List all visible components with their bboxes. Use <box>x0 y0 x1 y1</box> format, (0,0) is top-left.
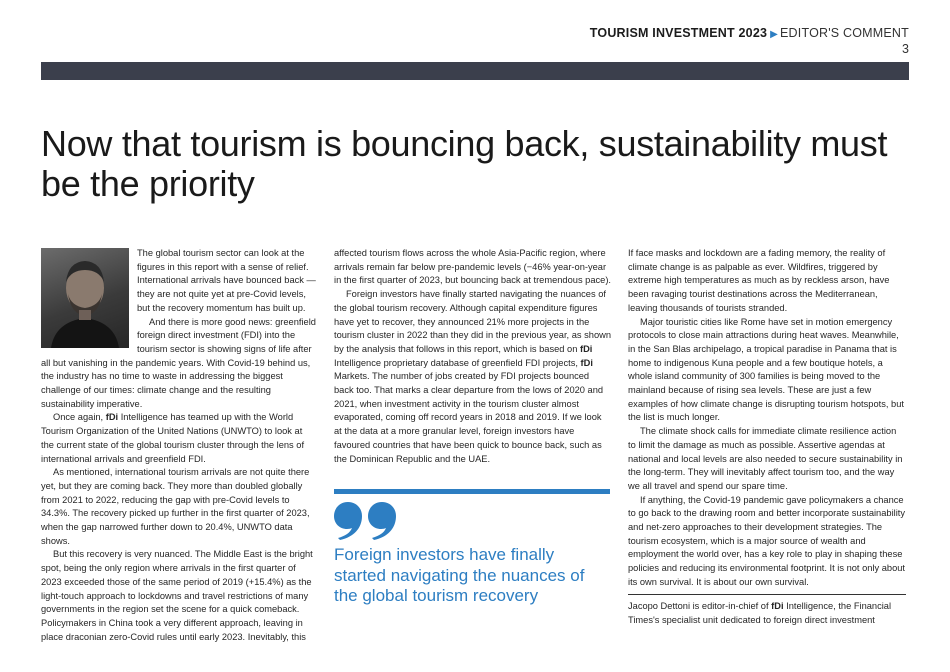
text-run: And there is more good news: greenfield foreign direct investment (FDI) into the tourism sector is showing signs of life after all but vanishing in the pandemic years. With Covid-19 behind us, the industry has no time to waste in addressing the biggest challenge of our times: climate change and the resulting sustainability imperative. <box>41 316 316 409</box>
bio-divider <box>628 594 906 595</box>
brand-fdi: fDi <box>580 357 593 368</box>
header-band <box>41 62 909 80</box>
text-run: Once again, <box>53 412 106 423</box>
text-run: Intelligence, the Financial Times's specialist unit dedicated to foreign direct investment <box>628 601 892 625</box>
pullquote-text: Foreign investors have finally started navigating the nuances of the global tourism recovery <box>334 545 585 605</box>
article-column-1 <box>41 247 317 644</box>
page-header <box>590 26 909 56</box>
text-run: The climate shock calls for immediate climate resilience action to limit the damage as much as possible. Assertive agendas at national and local levels are also needed to secure sustainability in the long-term. They will inevitably affect tourism too, and the way we all travel and spend our spare time. <box>628 426 903 491</box>
article-column-3 <box>628 247 906 590</box>
text-run: Intelligence proprietary database of greenfield FDI projects, <box>334 357 581 368</box>
paragraph <box>41 411 317 466</box>
author-portrait <box>41 248 129 348</box>
text-run: But this recovery is very nuanced. The Middle East is the bright spot, being the only region where arrivals in the first quarter of 2023 exceeded those of the same period of 2019 (+15.4%) as the light-touch approach to lockdowns and travel restrictions of many governments in the region set the scene for a quick comeback. Policymakers in China took a very different approach, leaving in place draconian zero-Covid rules until early 2023. Inevitably, this <box>41 549 313 642</box>
paragraph <box>41 466 317 548</box>
paragraph <box>628 247 906 316</box>
text-run: affected tourism flows across the whole Asia-Pacific region, where arrivals remain far below pre-pandemic levels (−46% year-on-year in the first quarter of 2023, but bouncing back at tremendous pace). <box>334 248 612 286</box>
quote-mark-icon <box>334 500 398 540</box>
pullquote-rule <box>334 489 610 494</box>
text-run: As mentioned, international tourism arrivals are not quite there yet, but they are coming back. They more than doubled globally from 2021 to 2022, reducing the gap with pre-Covid levels to 34.3%. The recovery picked up further in the first quarter of 2023, when the gap narrowed further down to 20.4%, UNWTO data shows. <box>41 467 310 546</box>
portrait-silhouette-icon <box>41 248 129 348</box>
headline: Now that tourism is bouncing back, sustainability must be the priority <box>41 123 888 204</box>
text-run: Major touristic cities like Rome have set in motion emergency protocols to close main attractions during heat waves. Meanwhile, in the San Blas archipelago, a tropical paradise in Panama that is home to indigenous Kuna people and a few boutique hotels, a whole island community of 300 families is being moved to the mainland because of rising sea levels. These are just a few examples of how climate change is disrupting tourism hotspots, but the list is much longer. <box>628 316 904 423</box>
text-run: If anything, the Covid-19 pandemic gave policymakers a chance to go back to the drawing room and better incorporate sustainability and net-zero approaches to their development strategies. The tourism ecosystem, which is a major source of wealth and employment the world over, has a key role to play in shaping these policies and reducing its environmental footprint. It is not only about its own survival. It is about our own survival. <box>628 494 906 587</box>
brand-fdi: fDi <box>771 601 784 611</box>
paragraph <box>628 494 906 590</box>
publication-title: TOURISM INVESTMENT 2023 <box>589 26 768 40</box>
text-run: Markets. The number of jobs created by FDI projects bounced back too. That marks a clear departure from the lows of 2020 and 2021, when investment activity in the tourism cluster almost evaporated, coming off record years in 2018 and 2019. If we look at the data at a more granular level, foreign investors have favoured countries that have been quick to bounce back, such as the Dominican Republic and the UAE. <box>334 371 604 464</box>
page-number: 3 <box>902 42 909 56</box>
text-run: Jacopo Dettoni is editor-in-chief of <box>628 601 772 611</box>
text-run: Intelligence has teamed up with the World Tourism Organization of the United Nations (UNWTO) to look at the current state of the global tourism cluster through the lens of international arrivals and greenfield FDI. <box>41 412 305 464</box>
paragraph <box>334 288 611 466</box>
section-label: EDITOR'S COMMENT <box>780 26 909 40</box>
triangle-right-icon: ▶ <box>770 29 779 40</box>
paragraph <box>41 548 317 644</box>
text-run: Foreign investors have finally started navigating the nuances of the global tourism recovery. Although capital expenditure figures have yet to recover, they announced 21% more projects in the tourism cluster in 2022 than they did in the previous year, as shown by the analysis that follows in this report, which is based on <box>334 289 611 354</box>
author-bio <box>628 600 906 627</box>
article-column-2 <box>334 247 611 466</box>
paragraph <box>334 247 611 288</box>
header-line <box>590 26 909 40</box>
paragraph <box>628 316 906 426</box>
text-run: If face masks and lockdown are a fading memory, the reality of climate change is as palpable as ever. Wildfires, triggered by extreme high temperatures as much as by reckless arson, have been ravaging tourist destinations across the Mediterranean, leaving thousands of tourists stranded. <box>628 248 890 313</box>
brand-fdi: fDi <box>579 343 593 354</box>
paragraph <box>628 425 906 494</box>
brand-fdi: fDi <box>105 412 119 423</box>
text-run: The global tourism sector can look at the figures in this report with a sense of relief. International arrivals have bounced back — they are not quite yet at pre-Covid levels, but the recovery momentum has built up. <box>137 248 316 313</box>
